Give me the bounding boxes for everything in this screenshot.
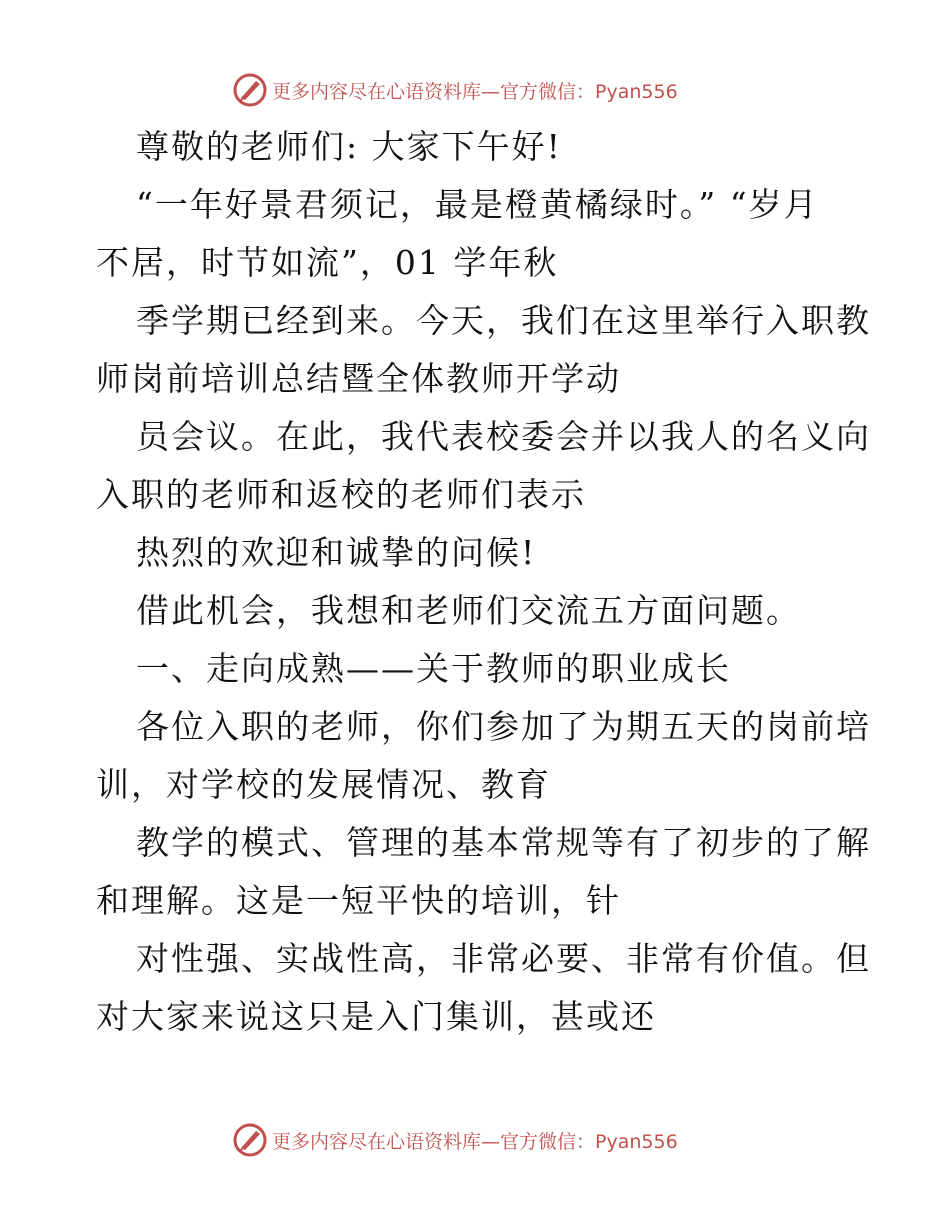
quill-logo-icon [232,72,268,108]
paragraph-line: 教学的模式、管理的基本常规等有了初步的了解 [136,823,871,862]
paragraph-line: 不居，时节如流”，01 学年秋 [96,243,559,282]
paragraph-line: 入职的老师和返校的老师们表示 [96,475,586,514]
paragraph-line: 热烈的欢迎和诚挚的问候! [136,533,537,572]
quill-logo-icon [232,1122,268,1158]
section-heading: 一、走向成熟——关于教师的职业成长 [136,649,731,688]
paragraph-line: 员会议。在此，我代表校委会并以我人的名义向 [136,417,871,456]
paragraph-line: 训，对学校的发展情况、教育 [96,765,551,804]
paragraph-line: 各位入职的老师，你们参加了为期五天的岗前培 [136,707,871,746]
document-body [96,118,871,1046]
header-banner [232,70,752,110]
header-text: 更多内容尽在心语资料库—官方微信：Pyan556 [272,80,678,103]
paragraph-line: “一年好景君须记，最是橙黄橘绿时。” “岁月 [136,185,819,224]
paragraph-line: 师岗前培训总结暨全体教师开学动 [96,359,621,398]
footer-text: 更多内容尽在心语资料库—官方微信：Pyan556 [272,1130,678,1153]
footer-banner [232,1120,752,1160]
paragraph-line: 尊敬的老师们: 大家下午好! [136,127,562,166]
paragraph-line: 借此机会，我想和老师们交流五方面问题。 [136,591,801,630]
paragraph-line: 和理解。这是一短平快的培训，针 [96,881,621,920]
paragraph-line: 对大家来说这只是入门集训，甚或还 [96,997,656,1036]
paragraph-line: 对性强、实战性高，非常必要、非常有价值。但 [136,939,871,978]
paragraph-line: 季学期已经到来。今天，我们在这里举行入职教 [136,301,871,340]
